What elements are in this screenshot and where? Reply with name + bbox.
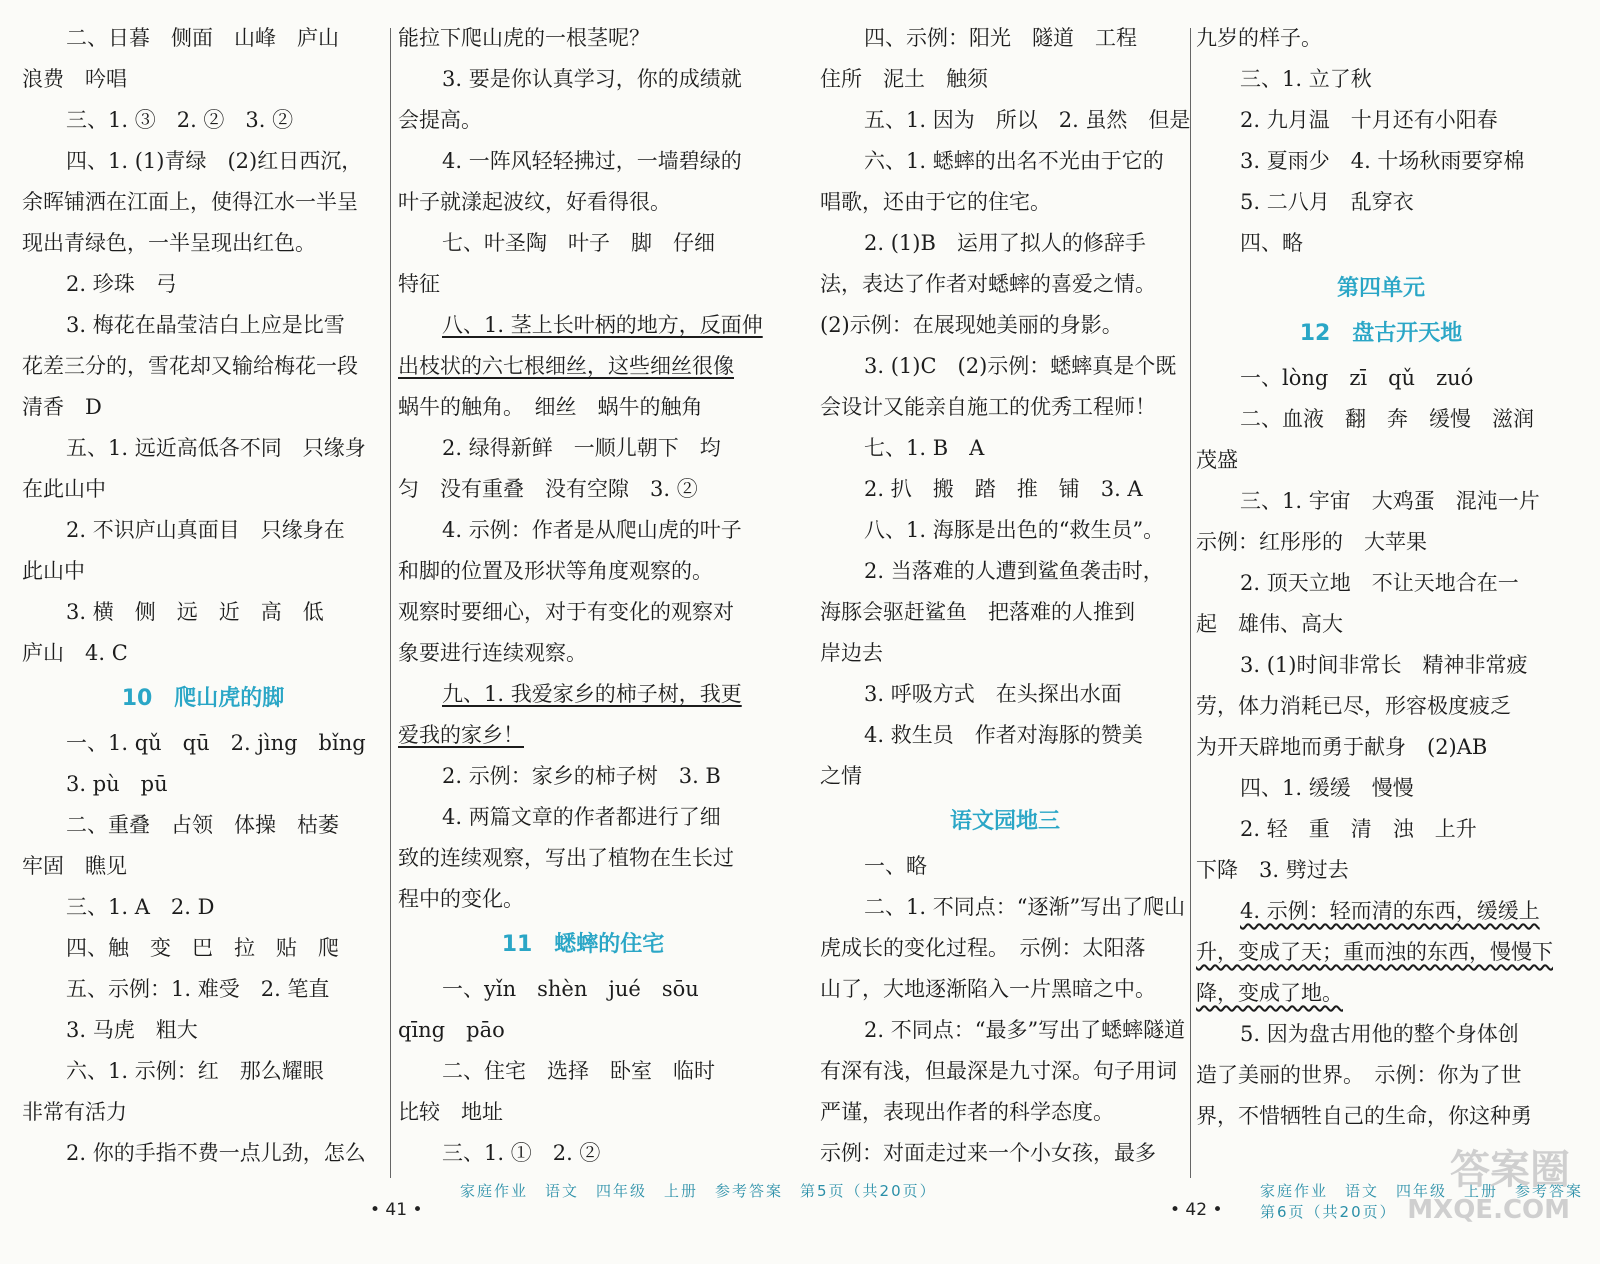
footer-right: 家庭作业 语文 四年级 上册 参考答案 第6页（共20页） [1260,1182,1600,1221]
answer-line [22,723,384,764]
answer-line [398,100,768,141]
answer-text: 唱歌，还由于它的住宅。 [820,190,1051,214]
answer-line [1196,481,1566,522]
watermark-url: MXQE.COM [1407,1195,1570,1225]
answer-line [1196,522,1566,563]
answer-line [398,797,768,838]
answer-line [22,1092,384,1133]
answer-text: 在此山中 [22,477,106,501]
answer-line [398,510,768,551]
answer-line [820,1010,1190,1051]
answer-text: 2. (1)B 运用了拟人的修辞手 [864,231,1146,255]
answer-line [1196,563,1566,604]
answer-line [22,805,384,846]
answer-text: 界，不惜牺牲自己的生命，你这种勇 [1196,1104,1532,1128]
answer-line [398,387,768,428]
answer-line [820,305,1190,346]
answer-line [820,264,1190,305]
answer-text: 八、1. 茎上长叶柄的地方，反面伸 [442,313,763,337]
answer-text: 3. 要是你认真学习，你的成绩就 [442,67,742,91]
answer-line [820,551,1190,592]
answer-text: 4. 示例：轻而清的东西，缓缓上 [1240,899,1540,923]
answer-text: 3. 梅花在晶莹洁白上应是比雪 [66,313,345,337]
column-2 [398,18,768,1174]
answer-line [820,633,1190,674]
answer-line [1196,1055,1566,1096]
answer-line [22,141,384,182]
answer-text: 2. 珍珠 弓 [66,272,177,296]
answer-line [22,18,384,59]
answer-line [820,346,1190,387]
answer-line [820,1133,1190,1174]
answer-text: 降，变成了地。 [1196,981,1343,1005]
answer-line [22,846,384,887]
watermark-title: 答案圈 [1450,1147,1570,1193]
answer-line [1196,59,1566,100]
answer-line [820,141,1190,182]
answer-text: 九岁的样子。 [1196,26,1322,50]
answer-text: 四、1. (1)青绿 (2)红日西沉， [66,149,363,173]
section-heading: 语文园地三 [949,809,1060,834]
answer-line [398,264,768,305]
answer-text: 升，变成了天；重而浊的东西，慢慢下 [1196,940,1553,964]
answer-text: 2. 你的手指不费一点儿劲，怎么 [66,1141,366,1165]
answer-text: 一、1. qǔ qū 2. jìng bǐng [66,731,366,755]
answer-line [22,928,384,969]
answer-text: 4. 示例：作者是从爬山虎的叶子 [442,518,742,542]
answer-text: 3. 呼吸方式 在头探出水面 [864,682,1122,706]
answer-text: 程中的变化。 [398,887,524,911]
answer-text: 2. 不同点：“最多”写出了蟋蟀隧道 [864,1018,1186,1042]
answer-line [1196,727,1566,768]
answer-line [398,1092,768,1133]
answer-line [820,887,1190,928]
answer-text: 3. 横 侧 远 近 高 低 [66,600,324,624]
answer-line [22,182,384,223]
answer-line [22,223,384,264]
column-divider-right [1190,28,1191,1178]
column-3 [820,18,1190,1174]
answer-line [820,1051,1190,1092]
answer-text: 余晖铺洒在江面上，使得江水一半呈 [22,190,358,214]
answer-line [1196,932,1566,973]
answer-text: 一、lòng zī qǔ zuó [1240,366,1474,390]
answer-line [398,18,768,59]
answer-text: 示例：对面走过来一个小女孩，最多 [820,1141,1156,1165]
answer-text: 能拉下爬山虎的一根茎呢？ [398,26,650,50]
answer-line [22,1133,384,1174]
answer-text: 三、1. 立了秋 [1240,67,1372,91]
answer-text: 4. 救生员 作者对海豚的赞美 [864,723,1143,747]
answer-line [398,223,768,264]
answer-text: 严谨，表现出作者的科学态度。 [820,1100,1114,1124]
answer-text: 住所 泥土 触须 [820,67,988,91]
answer-line [820,674,1190,715]
answer-line [1196,358,1566,399]
answer-text: 六、1. 示例：红 那么耀眼 [66,1059,324,1083]
answer-text: 二、血液 翻 奔 缓慢 滋润 [1240,407,1534,431]
answer-line [22,100,384,141]
answer-text: 观察时要细心，对于有变化的观察对 [398,600,734,624]
footer-left: 家庭作业 语文 四年级 上册 参考答案 第5页（共20页） [460,1182,937,1200]
answer-line [820,846,1190,887]
answer-text: 四、触 变 巴 拉 贴 爬 [66,936,339,960]
answer-text: 4. 一阵风轻轻拂过，一墙碧绿的 [442,149,742,173]
answer-line [22,305,384,346]
answer-text: 三、1. A 2. D [66,895,215,919]
answer-text: 此山中 [22,559,85,583]
answer-text: 茂盛 [1196,448,1238,472]
answer-line [820,510,1190,551]
answer-text: 虎成长的变化过程。 示例：太阳落 [820,936,1146,960]
answer-text: 2. 不识庐山真面目 只缘身在 [66,518,345,542]
answer-line [398,1133,768,1174]
answer-text: 3. pù pū [66,772,168,796]
column-4 [1196,18,1566,1137]
answer-line [398,551,768,592]
answer-text: 3. 马虎 粗大 [66,1018,198,1042]
answer-line [398,1051,768,1092]
answer-line [1196,768,1566,809]
answer-line [22,551,384,592]
answer-line [398,592,768,633]
answer-text: 六、1. 蟋蟀的出名不光由于它的 [864,149,1164,173]
answer-line [1196,891,1566,932]
answer-line [1196,141,1566,182]
answer-text: 示例：红彤彤的 大苹果 [1196,530,1427,554]
answer-text: 三、1. ① 2. ② [442,1141,601,1165]
answer-text: 四、1. 缓缓 慢慢 [1240,776,1414,800]
answer-line [1196,18,1566,59]
answer-line [22,592,384,633]
answer-text: 山了，大地逐渐陷入一片黑暗之中。 [820,977,1156,1001]
answer-line [820,100,1190,141]
answer-line [1196,686,1566,727]
answer-line [1196,223,1566,264]
answer-text: 岸边去 [820,641,883,665]
answer-line [1196,1014,1566,1055]
answer-line [1196,182,1566,223]
answer-line [22,346,384,387]
section-heading: 11 蟋蟀的住宅 [501,932,665,957]
answer-line [398,756,768,797]
answer-text: 非常有活力 [22,1100,127,1124]
answer-line [398,305,768,346]
answer-line [1196,1096,1566,1137]
answer-line [820,592,1190,633]
page-number-right: • 42 • [1170,1200,1223,1220]
answer-text: 起 雄伟、高大 [1196,612,1343,636]
answer-line [820,182,1190,223]
answer-line [22,510,384,551]
section-heading: 10 爬山虎的脚 [121,686,285,711]
answer-line [1196,100,1566,141]
answer-text: 5. 二八月 乱穿衣 [1240,190,1414,214]
answer-text: 2. 当落难的人遭到鲨鱼袭击时， [864,559,1164,583]
answer-text: 2. 绿得新鲜 一顺儿朝下 均 [442,436,721,460]
answer-line [1196,809,1566,850]
answer-text: 匀 没有重叠 没有空隙 3. ② [398,477,698,501]
answer-line [820,18,1190,59]
answer-text: 二、重叠 占领 体操 枯萎 [66,813,339,837]
answer-line [1196,399,1566,440]
answer-line [22,387,384,428]
answer-line [820,969,1190,1010]
section-heading: 第四单元 [1336,276,1425,301]
answer-text: 4. 两篇文章的作者都进行了细 [442,805,721,829]
answer-text: 四、略 [1240,231,1303,255]
answer-text: 一、yǐn shèn jué sōu [442,977,699,1001]
answer-line [820,428,1190,469]
answer-line [398,141,768,182]
answer-line [398,674,768,715]
answer-text: 2. 扒 搬 踏 推 铺 3. A [864,477,1143,501]
answer-text: 清香 D [22,395,102,419]
answer-line [22,59,384,100]
column-1 [22,18,384,1174]
answer-text: 为开天辟地而勇于献身 (2)AB [1196,735,1488,759]
answer-line [398,969,768,1010]
answer-text: 海豚会驱赶鲨鱼 把落难的人推到 [820,600,1135,624]
answer-line [820,387,1190,428]
answer-line [398,633,768,674]
answer-text: 三、1. ③ 2. ② 3. ② [66,108,294,132]
section-heading: 12 盘古开天地 [1299,321,1463,346]
answer-text: 二、住宅 选择 卧室 临时 [442,1059,715,1083]
answer-line [820,469,1190,510]
answer-text: 一、略 [864,854,927,878]
answer-line [820,223,1190,264]
answer-text: 3. 夏雨少 4. 十场秋雨要穿棉 [1240,149,1525,173]
answer-line [820,59,1190,100]
answer-text: 花差三分的，雪花却又输给梅花一段 [22,354,358,378]
answer-line [820,1092,1190,1133]
answer-text: (2)示例：在展现她美丽的身影。 [820,313,1123,337]
column-divider-left [390,28,391,1178]
answer-text: 八、1. 海豚是出色的“救生员”。 [864,518,1165,542]
answer-line [398,715,768,756]
answer-line [398,1010,768,1051]
answer-text: 蜗牛的触角。 细丝 蜗牛的触角 [398,395,703,419]
answer-text: 四、示例：阳光 隧道 工程 [864,26,1137,50]
answer-text: 叶子就漾起波纹，好看得很。 [398,190,671,214]
answer-text: 造了美丽的世界。 示例：你为了世 [1196,1063,1522,1087]
answer-line [22,633,384,674]
answer-text: 有深有浅，但最深是九寸深。句子用词 [820,1059,1177,1083]
answer-line [1196,973,1566,1014]
answer-text: qīng pāo [398,1018,505,1042]
watermark [1407,1147,1570,1230]
answer-line [22,1051,384,1092]
answer-text: 2. 示例：家乡的柿子树 3. B [442,764,721,788]
answer-text: 会提高。 [398,108,482,132]
answer-text: 致的连续观察，写出了植物在生长过 [398,846,734,870]
answer-line [398,879,768,920]
answer-text: 2. 轻 重 清 浊 上升 [1240,817,1477,841]
answer-line [398,59,768,100]
answer-text: 会设计又能亲自施工的优秀工程师！ [820,395,1156,419]
answer-line [398,838,768,879]
answer-line [22,264,384,305]
answer-line [1196,604,1566,645]
answer-text: 劳，体力消耗已尽，形容极度疲乏 [1196,694,1511,718]
answer-line [1196,645,1566,686]
answer-text: 象要进行连续观察。 [398,641,587,665]
answer-text: 二、日暮 侧面 山峰 庐山 [66,26,339,50]
answer-text: 五、示例：1. 难受 2. 笔直 [66,977,330,1001]
answer-text: 2. 顶天立地 不让天地合在一 [1240,571,1519,595]
answer-text: 2. 九月温 十月还有小阳春 [1240,108,1498,132]
answer-line [820,928,1190,969]
answer-line [22,428,384,469]
answer-line [398,428,768,469]
answer-text: 三、1. 宇宙 大鸡蛋 混沌一片 [1240,489,1540,513]
answer-line [398,469,768,510]
answer-line [820,756,1190,797]
answer-text: 3. (1)时间非常长 精神非常疲 [1240,653,1528,677]
answer-text: 牢固 瞧见 [22,854,127,878]
answer-text: 特征 [398,272,440,296]
answer-text: 五、1. 远近高低各不同 只缘身 [66,436,366,460]
answer-line [1196,440,1566,481]
answer-line [22,887,384,928]
answer-text: 和脚的位置及形状等角度观察的。 [398,559,713,583]
answer-line [22,469,384,510]
answer-line [1196,850,1566,891]
answer-text: 下降 3. 劈过去 [1196,858,1349,882]
answer-text: 5. 因为盘古用他的整个身体创 [1240,1022,1519,1046]
answer-text: 七、1. B A [864,436,985,460]
answer-text: 浪费 吟唱 [22,67,127,91]
page-number-left: • 41 • [370,1200,423,1220]
answer-text: 法，表达了作者对蟋蟀的喜爱之情。 [820,272,1156,296]
answer-line [398,182,768,223]
answer-line [22,1010,384,1051]
answer-text: 爱我的家乡！ [398,723,524,747]
answer-text: 庐山 4. C [22,641,128,665]
answer-text: 二、1. 不同点：“逐渐”写出了爬山 [864,895,1186,919]
answer-text: 之情 [820,764,862,788]
answer-line [22,969,384,1010]
answer-line [22,764,384,805]
answer-text: 九、1. 我爱家乡的柿子树，我更 [442,682,742,706]
answer-text: 七、叶圣陶 叶子 脚 仔细 [442,231,715,255]
answer-text: 五、1. 因为 所以 2. 虽然 但是 [864,108,1191,132]
answer-line [820,715,1190,756]
answer-text: 3. (1)C (2)示例：蟋蟀真是个既 [864,354,1177,378]
answer-text: 现出青绿色，一半呈现出红色。 [22,231,316,255]
answer-text: 比较 地址 [398,1100,503,1124]
answer-text: 出枝状的六七根细丝，这些细丝很像 [398,354,734,378]
answer-line [398,346,768,387]
